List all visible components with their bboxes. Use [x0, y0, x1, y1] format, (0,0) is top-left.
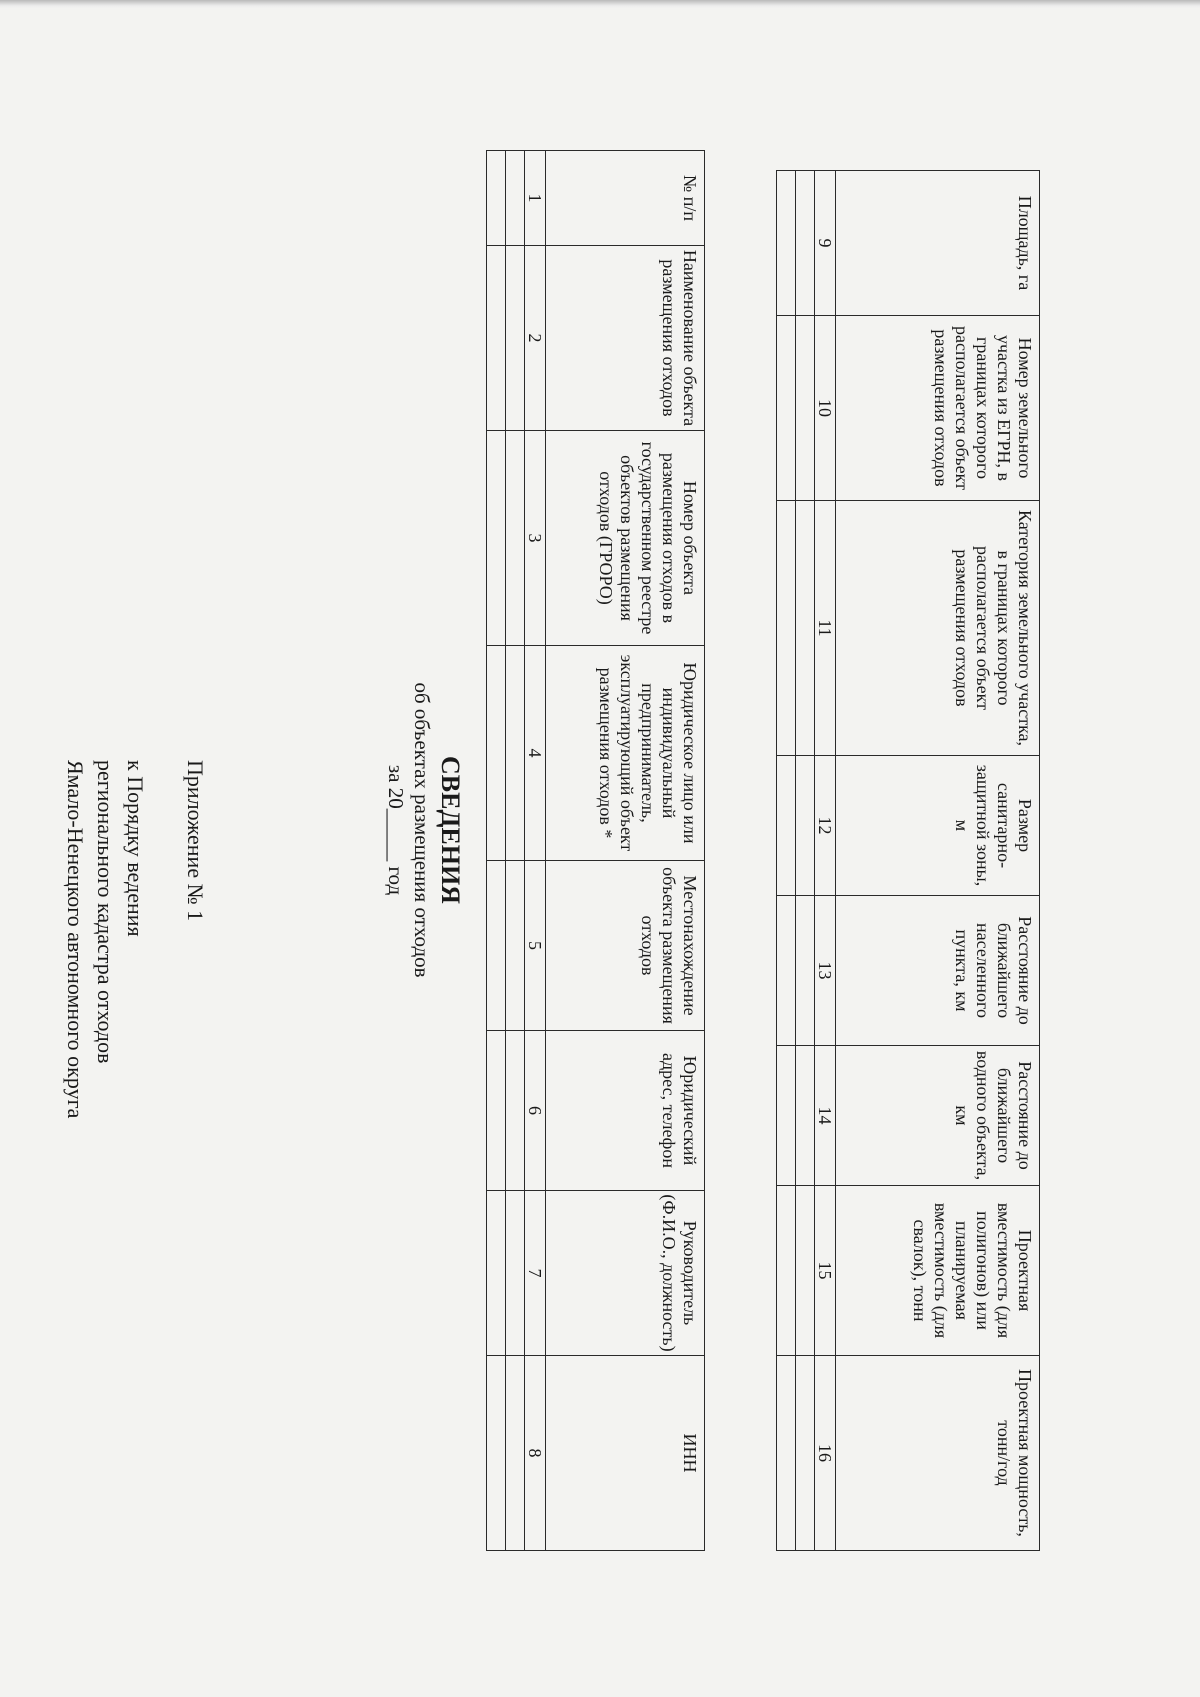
document-page — [63, 90, 1050, 1570]
header-cell: Размер санитарно-защитной зоны, м — [836, 756, 1040, 896]
table-cell — [796, 756, 815, 896]
table-cell — [487, 246, 506, 431]
header-cell: № п/п — [546, 151, 705, 246]
column-number: 10 — [815, 316, 836, 501]
column-number-row — [815, 171, 836, 1551]
table-cell — [487, 646, 506, 861]
scan-edge — [0, 0, 1200, 8]
table-row — [506, 151, 525, 1551]
header-cell: Юридический адрес, телефон — [546, 1031, 705, 1191]
appendix-line: к Порядку ведения — [123, 760, 148, 937]
header-cell: Категория земельного участка, в границах которого располагается объект размещения отходов — [836, 501, 1040, 756]
table-cell — [796, 171, 815, 316]
header-cell: Расстояние до ближайшего населенного пункта, км — [836, 896, 1040, 1046]
table-cell — [796, 501, 815, 756]
header-cell: Наименование объекта размещения отходов — [546, 246, 705, 431]
header-cell: Местонахождение объекта размещения отходов — [546, 861, 705, 1031]
column-number: 6 — [525, 1031, 546, 1191]
table-cell — [506, 431, 525, 646]
table-cell — [506, 1191, 525, 1356]
table-cell — [796, 1356, 815, 1551]
appendix-block — [60, 760, 210, 1118]
column-number: 16 — [815, 1356, 836, 1551]
table-cell — [777, 1356, 796, 1551]
header-cell: Проектная вместимость (для полигонов) или планируемая вместимость (для свалок), тонн — [836, 1186, 1040, 1356]
column-number-row — [525, 151, 546, 1551]
column-number: 15 — [815, 1186, 836, 1356]
column-number: 4 — [525, 646, 546, 861]
table-cell — [777, 316, 796, 501]
appendix-number: Приложение № 1 — [183, 760, 208, 922]
table-cell — [796, 1186, 815, 1356]
column-number: 2 — [525, 246, 546, 431]
table-cell — [796, 316, 815, 501]
table-cell — [777, 1186, 796, 1356]
table-cell — [487, 1031, 506, 1191]
document-header — [383, 90, 465, 1570]
header-cell: Расстояние до ближайшего водного объекта, км — [836, 1046, 1040, 1186]
table-cell — [777, 896, 796, 1046]
column-number: 8 — [525, 1356, 546, 1551]
table-cell — [777, 756, 796, 896]
document-title: СВЕДЕНИЯ — [436, 756, 465, 904]
table-cell — [777, 1046, 796, 1186]
column-number: 11 — [815, 501, 836, 756]
table-header-row — [546, 151, 705, 1551]
table-cell — [506, 646, 525, 861]
column-number: 12 — [815, 756, 836, 896]
table-cell — [487, 431, 506, 646]
column-number: 14 — [815, 1046, 836, 1186]
header-cell: Номер объекта размещения отходов в государственном реестре объектов размещения отходов (ГРОРО) — [546, 431, 705, 646]
table-cell — [796, 896, 815, 1046]
table-row — [487, 151, 506, 1551]
table-cell — [506, 1031, 525, 1191]
header-cell: Руководитель (Ф.И.О., должность) — [546, 1191, 705, 1356]
table-cell — [777, 501, 796, 756]
table-cell — [487, 861, 506, 1031]
header-cell: ИНН — [546, 1356, 705, 1551]
table-cell — [506, 861, 525, 1031]
column-number: 9 — [815, 171, 836, 316]
table-row — [777, 171, 796, 1551]
table-cell — [487, 1191, 506, 1356]
appendix-line: регионального кадастра отходов — [93, 760, 118, 1064]
column-number: 1 — [525, 151, 546, 246]
column-number: 3 — [525, 431, 546, 646]
table-header-row — [836, 171, 1040, 1551]
table-cell — [777, 171, 796, 316]
header-cell: Номер земельного участка из ЕГРН, в границах которого располагается объект размещения отходов — [836, 316, 1040, 501]
document-subtitle: об объектах размещения отходов — [410, 682, 434, 978]
column-number: 5 — [525, 861, 546, 1031]
table-objects-main — [486, 150, 705, 1551]
header-cell: Юридическое лицо или индивидуальный предприниматель, эксплуатирующий объект размещения отходов * — [546, 646, 705, 861]
table-cell — [506, 151, 525, 246]
table-cell — [506, 246, 525, 431]
table-cell — [487, 1356, 506, 1551]
header-cell: Проектная мощность, тонн/год — [836, 1356, 1040, 1551]
header-cell: Площадь, га — [836, 171, 1040, 316]
table-cell — [487, 151, 506, 246]
column-number: 7 — [525, 1191, 546, 1356]
table-cell — [796, 1046, 815, 1186]
document-period: за 20_____ год — [384, 764, 408, 896]
column-number: 13 — [815, 896, 836, 1046]
table-row — [796, 171, 815, 1551]
table-objects-details — [776, 170, 1040, 1551]
appendix-line: Ямало-Ненецкого автономного округа — [63, 760, 88, 1119]
table-cell — [506, 1356, 525, 1551]
